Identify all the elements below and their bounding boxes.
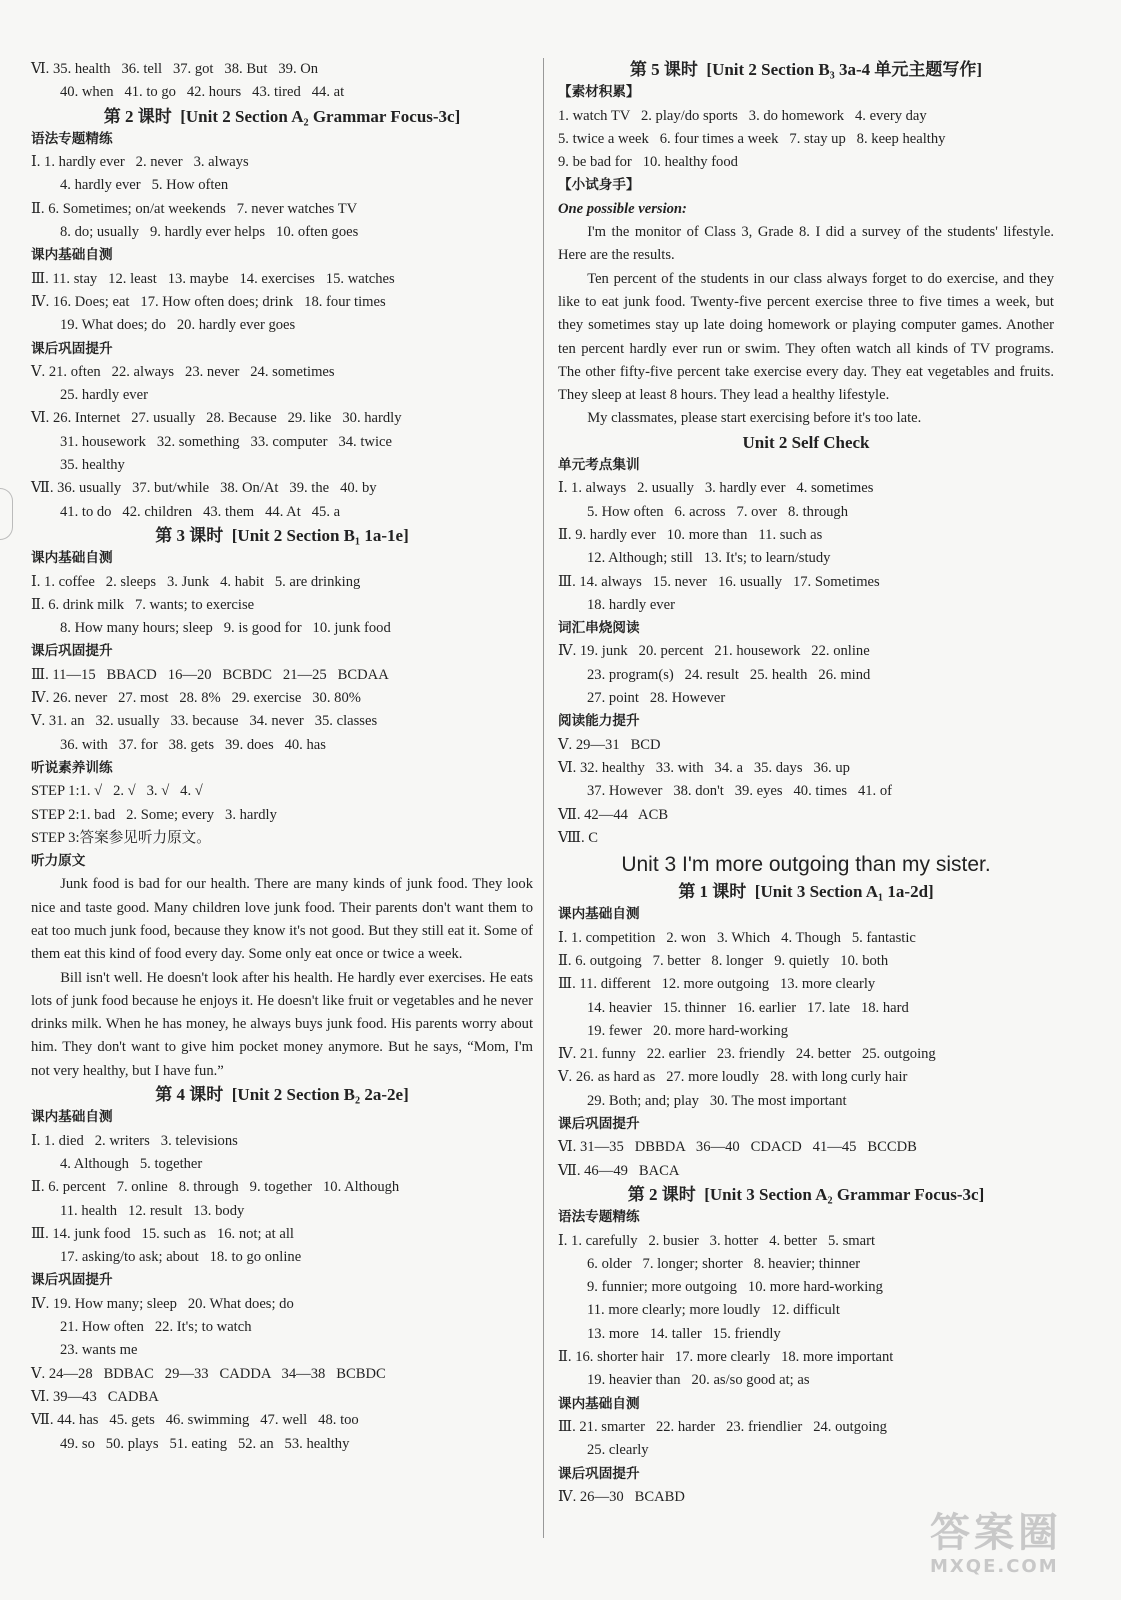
answer-line-indented: 12. Although; still 13. It's; to learn/study <box>587 550 831 567</box>
section-label: 课后巩固提升 <box>558 1465 640 1482</box>
section-label: 语法专题精练 <box>558 1209 640 1226</box>
answer-line-indented: 49. so 50. plays 51. eating 52. an 53. healthy <box>60 1435 350 1452</box>
answer-line: STEP 2:1. bad 2. Some; every 3. hardly <box>31 806 277 823</box>
right-column <box>558 58 1054 1509</box>
answer-line-indented: 27. point 28. However <box>587 690 726 707</box>
watermark-logo <box>930 1510 1100 1590</box>
answer-line-indented: 19. fewer 20. more hard-working <box>587 1022 789 1039</box>
lesson-heading: 第 5 课时 [Unit 2 Section B₃ 3a-4 单元主题写作] <box>629 60 983 79</box>
answer-line: Ⅴ. 26. as hard as 27. more loudly 28. with long curly hair <box>558 1069 908 1086</box>
section-label: 课内基础自测 <box>31 247 113 264</box>
section-label: 阅读能力提升 <box>558 713 640 730</box>
answer-line: Ⅳ. 19. junk 20. percent 21. housework 22. online <box>558 643 870 660</box>
answer-line-indented: 17. asking/to ask; about 18. to go online <box>60 1249 302 1266</box>
answer-line: Ⅳ. 26—30 BCABD <box>558 1488 685 1505</box>
answer-line: Ⅰ. 1. hardly ever 2. never 3. always <box>31 154 249 171</box>
answer-line: Ⅱ. 6. percent 7. online 8. through 9. together 10. Although <box>31 1179 400 1196</box>
answer-line: Ⅳ. 16. Does; eat 17. How often does; drink 18. four times <box>31 293 386 310</box>
section-label: 词汇串烧阅读 <box>558 620 640 637</box>
answer-line: STEP 1:1. √ 2. √ 3. √ 4. √ <box>31 783 203 800</box>
answer-line-indented: 23. program(s) 24. result 25. health 26. mind <box>587 666 871 683</box>
section-label: 课内基础自测 <box>31 1109 113 1126</box>
answer-line: Ⅰ. 1. always 2. usually 3. hardly ever 4. sometimes <box>558 480 874 497</box>
answer-line: Ⅱ. 9. hardly ever 10. more than 11. such as <box>558 526 823 543</box>
left-column <box>31 58 533 1456</box>
answer-line: Ⅱ. 6. Sometimes; on/at weekends 7. never watches TV <box>31 200 358 217</box>
answer-line: Ⅳ. 19. How many; sleep 20. What does; do <box>31 1295 294 1312</box>
answer-line-indented: 31. housework 32. something 33. computer 34. twice <box>60 433 392 450</box>
answer-line-indented: 9. funnier; more outgoing 10. more hard-working <box>587 1279 883 1296</box>
answer-line: Ⅵ. 32. healthy 33. with 34. a 35. days 36. up <box>558 759 850 776</box>
section-label: 听说素养训练 <box>31 759 113 776</box>
answer-line-indented: 5. How often 6. across 7. over 8. through <box>587 503 849 520</box>
answer-line-indented: 25. hardly ever <box>60 387 148 404</box>
watermark-url: MXQE.COM <box>930 1556 1059 1577</box>
lesson-heading: 第 2 课时 [Unit 3 Section A₂ Grammar Focus-3c] <box>627 1184 985 1204</box>
lesson-heading: 第 4 课时 [Unit 2 Section B₂ 2a-2e] <box>155 1085 409 1105</box>
section-label: 课内基础自测 <box>31 550 113 567</box>
answer-line: Ⅱ. 6. drink milk 7. wants; to exercise <box>31 596 255 613</box>
answer-line-indented: 19. heavier than 20. as/so good at; as <box>587 1372 810 1389</box>
lesson-heading: 第 3 课时 [Unit 2 Section B₁ 1a-1e] <box>155 525 409 545</box>
answer-line-indented: 21. How often 22. It's; to watch <box>60 1319 252 1336</box>
answer-line-indented: 36. with 37. for 38. gets 39. does 40. has <box>60 736 326 753</box>
section-label: 课后巩固提升 <box>31 1272 113 1289</box>
answer-line-indented: 25. clearly <box>587 1442 649 1459</box>
answer-line-indented: 40. when 41. to go 42. hours 43. tired 44. at <box>60 84 345 101</box>
answer-line-indented: 23. wants me <box>60 1342 138 1359</box>
section-label: 课内基础自测 <box>558 1395 640 1412</box>
answer-line: Ⅱ. 16. shorter hair 17. more clearly 18. more important <box>558 1349 894 1366</box>
answer-line: Ⅲ. 11. different 12. more outgoing 13. more clearly <box>558 976 876 993</box>
section-label: 课内基础自测 <box>558 906 640 923</box>
watermark-text: 答案圈 <box>930 1510 1062 1556</box>
answer-line: Ⅴ. 31. an 32. usually 33. because 34. never 35. classes <box>31 713 378 730</box>
answer-line: Ⅴ. 24—28 BDBAC 29—33 CADDA 34—38 BCBDC <box>31 1365 386 1382</box>
paragraph: Bill isn't well. He doesn't look after his health. He hardly ever exercises. He eats lots of junk food because he enjoys it. He doesn't like fruit or vegetables and he never drinks milk. When he has money, he always buys junk food. His parents worry about him. They don't want to give him pocket money anymore. But he says, “Mom, I'm not very healthy, but I have fun.” <box>31 969 533 1079</box>
answer-line: Ⅲ. 14. junk food 15. such as 16. not; at all <box>31 1225 294 1242</box>
section-label: 【小试身手】 <box>558 177 640 194</box>
answer-line-indented: 41. to do 42. children 43. them 44. At 45. a <box>60 503 341 520</box>
answer-line: Ⅲ. 11. stay 12. least 13. maybe 14. exercises 15. watches <box>31 270 395 287</box>
binding-mark <box>0 488 13 540</box>
answer-line-indented: 29. Both; and; play 30. The most important <box>587 1092 847 1109</box>
answer-line: Ⅲ. 11—15 BBACD 16—20 BCBDC 21—25 BCDAA <box>31 666 389 683</box>
answer-line: Ⅳ. 21. funny 22. earlier 23. friendly 24. better 25. outgoing <box>558 1046 936 1063</box>
paragraph: Junk food is bad for our health. There are many kinds of junk food. They look nice and taste good. Many children love junk food. Their parents don't want them to eat too much junk food, because they know it's not good. But they still eat it. Some of them eat this kind of food every day. Some only eat once or twice a week. <box>31 876 533 963</box>
answer-line: Ⅵ. 26. Internet 27. usually 28. Because 29. like 30. hardly <box>31 410 402 427</box>
answer-line-indented: 4. hardly ever 5. How often <box>60 177 229 194</box>
lesson-heading: 第 1 课时 [Unit 3 Section A₁ 1a-2d] <box>678 882 934 902</box>
answer-line: Ⅵ. 35. health 36. tell 37. got 38. But 39. On <box>31 61 319 77</box>
answer-line-indented: 19. What does; do 20. hardly ever goes <box>60 317 296 334</box>
answer-line: Ⅶ. 44. has 45. gets 46. swimming 47. well 48. too <box>31 1412 359 1429</box>
answer-line-indented: 4. Although 5. together <box>60 1155 203 1172</box>
section-label: 听力原文 <box>31 853 86 870</box>
answer-line: Ⅵ. 39—43 CADBA <box>31 1388 159 1405</box>
answer-line-indented: 11. more clearly; more loudly 12. difficult <box>587 1302 840 1319</box>
answer-line-indented: 35. healthy <box>60 457 125 474</box>
answer-line: Ⅴ. 21. often 22. always 23. never 24. sometimes <box>31 363 335 380</box>
unit-title: Unit 3 I'm more outgoing than my sister. <box>621 853 991 877</box>
answer-line: Ⅵ. 31—35 DBBDA 36—40 CDACD 41—45 BCCDB <box>558 1139 917 1156</box>
answer-line: Ⅱ. 6. outgoing 7. better 8. longer 9. quietly 10. both <box>558 952 889 969</box>
answer-line-indented: 13. more 14. taller 15. friendly <box>587 1325 781 1342</box>
answer-line-indented: 37. However 38. don't 39. eyes 40. times 41. of <box>587 783 893 800</box>
version-label: One possible version: <box>558 200 687 217</box>
answer-line-indented: 18. hardly ever <box>587 596 675 613</box>
column-divider <box>543 58 544 1538</box>
answer-line: Ⅷ. C <box>558 829 599 846</box>
answer-line: STEP 3:答案参见听力原文。 <box>31 829 211 846</box>
answer-line-indented: 8. How many hours; sleep 9. is good for 10. junk food <box>60 620 391 637</box>
section-label: 语法专题精练 <box>31 130 113 147</box>
answer-line: Ⅴ. 29—31 BCD <box>558 736 661 753</box>
answer-line: Ⅶ. 42—44 ACB <box>558 806 669 823</box>
answer-line: Ⅲ. 14. always 15. never 16. usually 17. Sometimes <box>558 573 880 590</box>
answer-line: Ⅰ. 1. carefully 2. busier 3. hotter 4. better 5. smart <box>558 1232 876 1249</box>
paragraph: I'm the monitor of Class 3, Grade 8. I did a survey of the students' lifestyle. Here are the results. <box>558 224 1054 264</box>
answer-line: Ⅶ. 36. usually 37. but/while 38. On/At 39. the 40. by <box>31 480 377 497</box>
lesson-heading: Unit 2 Self Check <box>742 432 870 452</box>
answer-line: 1. watch TV 2. play/do sports 3. do homework 4. every day <box>558 107 927 124</box>
section-label: 【素材积累】 <box>558 84 640 101</box>
paragraph: Ten percent of the students in our class always forget to do exercise, and they like to eat junk food. Twenty-five percent exercise three to five times a week, but they sometimes stay up late doing homework or playing computer games. Another ten percent hardly ever run or swim. They often watch all kinds of TV programs. The other fifty-five percent take exercise every day. They eat vegetables and fruits. They sleep at least 8 hours. They lead a healthy lifestyle. <box>558 270 1054 404</box>
section-label: 单元考点集训 <box>558 457 640 474</box>
paragraph: My classmates, please start exercising before it's too late. <box>587 410 922 427</box>
answer-line: 9. be bad for 10. healthy food <box>558 154 738 171</box>
answer-line: Ⅶ. 46—49 BACA <box>558 1162 680 1179</box>
answer-line: Ⅰ. 1. competition 2. won 3. Which 4. Though 5. fantastic <box>558 929 916 946</box>
section-label: 课后巩固提升 <box>558 1116 640 1133</box>
answer-line: Ⅰ. 1. died 2. writers 3. televisions <box>31 1132 238 1149</box>
answer-line-indented: 14. heavier 15. thinner 16. earlier 17. late 18. hard <box>587 999 909 1016</box>
answer-line-indented: 6. older 7. longer; shorter 8. heavier; thinner <box>587 1255 861 1272</box>
answer-line: Ⅲ. 21. smarter 22. harder 23. friendlier 24. outgoing <box>558 1418 887 1435</box>
section-label: 课后巩固提升 <box>31 340 113 357</box>
section-label: 课后巩固提升 <box>31 643 113 660</box>
answer-line: 5. twice a week 6. four times a week 7. stay up 8. keep healthy <box>558 130 946 147</box>
lesson-heading: 第 2 课时 [Unit 2 Section A₂ Grammar Focus-3c] <box>103 106 461 126</box>
answer-line: Ⅳ. 26. never 27. most 28. 8% 29. exercise 30. 80% <box>31 690 361 707</box>
answer-line-indented: 11. health 12. result 13. body <box>60 1202 245 1219</box>
answer-line-indented: 8. do; usually 9. hardly ever helps 10. often goes <box>60 224 359 241</box>
answer-line: Ⅰ. 1. coffee 2. sleeps 3. Junk 4. habit 5. are drinking <box>31 573 361 590</box>
